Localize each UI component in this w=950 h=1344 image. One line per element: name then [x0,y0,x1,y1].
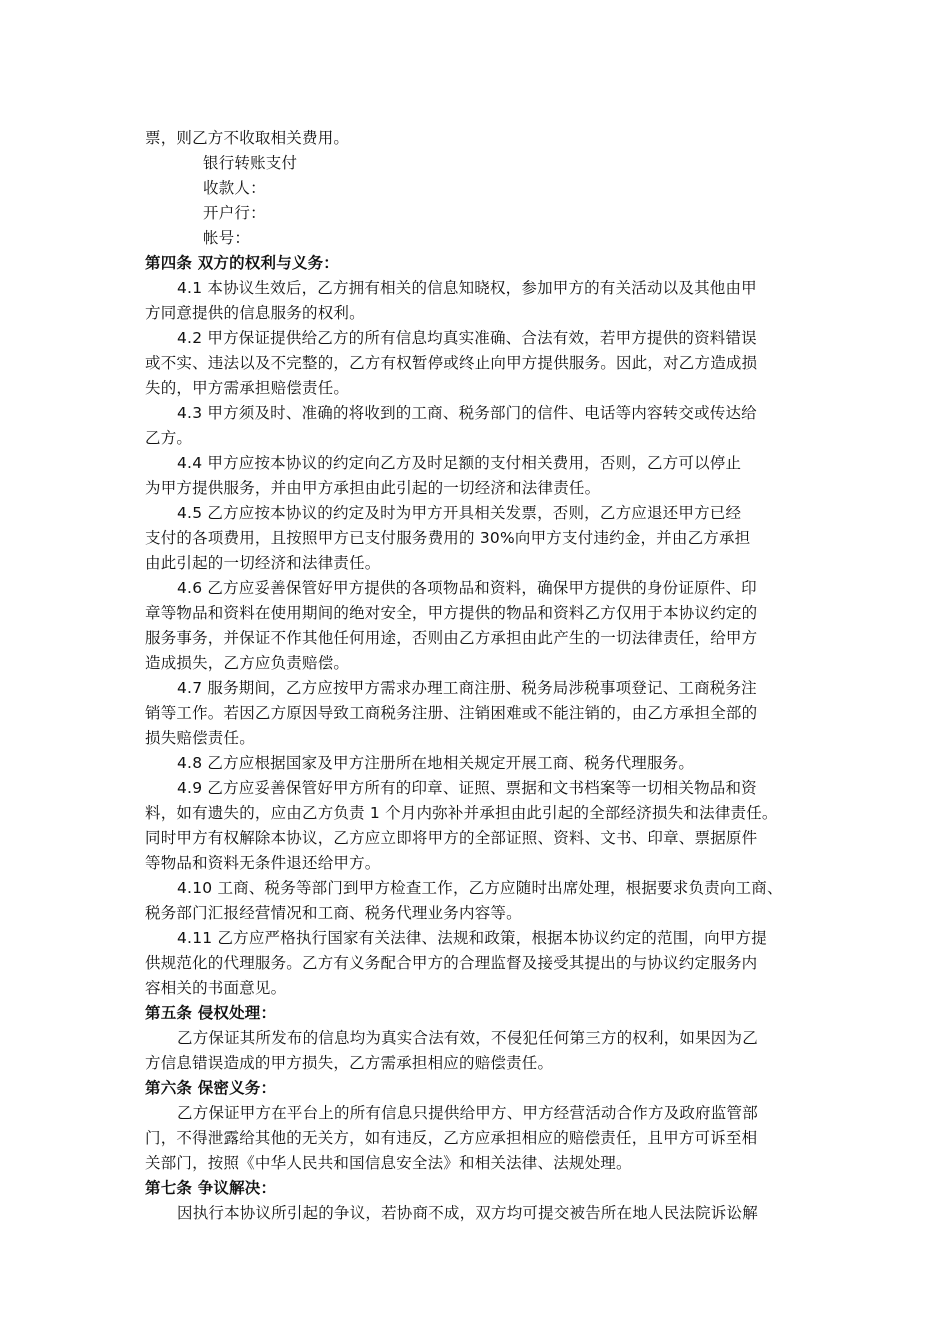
paragraph-line: 支付的各项费用，且按照甲方已支付服务费用的 30%向甲方支付违约金，并由乙方承担 [145,529,751,547]
paragraph-line: 因执行本协议所引起的争议，若协商不成，双方均可提交被告所在地人民法院诉讼解 [177,1204,758,1222]
paragraph-line: 为甲方提供服务，并由甲方承担由此引起的一切经济和法律责任。 [145,479,601,497]
account-label: 帐号： [203,229,251,247]
paragraph-line: 方同意提供的信息服务的权利。 [145,304,365,322]
paragraph-line: 乙方保证甲方在平台上的所有信息只提供给甲方、甲方经营活动合作方及政府监管部 [177,1104,758,1122]
bank-label: 开户行： [203,204,266,222]
paragraph-line: 或不实、违法以及不完整的，乙方有权暂停或终止向甲方提供服务。因此，对乙方造成损 [145,354,758,372]
paragraph-line: 门，不得泄露给其他的无关方，如有违反，乙方应承担相应的赔偿责任，且甲方可诉至相 [145,1129,758,1147]
payee-label: 收款人： [203,179,266,197]
paragraph-line: 4.1 本协议生效后，乙方拥有相关的信息知晓权，参加甲方的有关活动以及其他由甲 [177,279,757,297]
paragraph-line: 料，如有遗失的，应由乙方负责 1 个月内弥补并承担由此引起的全部经济损失和法律责任。 [145,804,778,822]
paragraph-line: 由此引起的一切经济和法律责任。 [145,554,381,572]
paragraph-line: 乙方。 [145,429,193,447]
section-heading-4: 第四条 双方的权利与义务： [145,254,339,272]
section-heading-5: 第五条 侵权处理： [145,1004,277,1022]
paragraph-line: 4.4 甲方应按本协议的约定向乙方及时足额的支付相关费用，否则，乙方可以停止 [177,454,742,472]
paragraph-line: 容相关的书面意见。 [145,979,287,997]
paragraph-line: 方信息错误造成的甲方损失，乙方需承担相应的赔偿责任。 [145,1054,554,1072]
paragraph-line: 服务事务，并保证不作其他任何用途，否则由乙方承担由此产生的一切法律责任，给甲方 [145,629,758,647]
paragraph-line: 失的，甲方需承担赔偿责任。 [145,379,350,397]
paragraph-line: 4.6 乙方应妥善保管好甲方提供的各项物品和资料，确保甲方提供的身份证原件、印 [177,579,757,597]
paragraph-line: 票，则乙方不收取相关费用。 [145,129,350,147]
paragraph-line: 供规范化的代理服务。乙方有义务配合甲方的合理监督及接受其提出的与协议约定服务内 [145,954,758,972]
paragraph-line: 销等工作。若因乙方原因导致工商税务注册、注销困难或不能注销的，由乙方承担全部的 [145,704,758,722]
paragraph-line: 造成损失，乙方应负责赔偿。 [145,654,350,672]
paragraph-line: 章等物品和资料在使用期间的绝对安全，甲方提供的物品和资料乙方仅用于本协议约定的 [145,604,758,622]
paragraph-line: 等物品和资料无条件退还给甲方。 [145,854,381,872]
paragraph-line: 4.9 乙方应妥善保管好甲方所有的印章、证照、票据和文书档案等一切相关物品和资 [177,779,757,797]
paragraph-line: 4.2 甲方保证提供给乙方的所有信息均真实准确、合法有效，若甲方提供的资料错误 [177,329,757,347]
paragraph-line: 税务部门汇报经营情况和工商、税务代理业务内容等。 [145,904,522,922]
paragraph-line: 4.7 服务期间，乙方应按甲方需求办理工商注册、税务局涉税事项登记、工商税务注 [177,679,757,697]
paragraph-line: 4.10 工商、税务等部门到甲方检查工作，乙方应随时出席处理，根据要求负责向工商、 [177,879,783,897]
paragraph-line: 乙方保证其所发布的信息均为真实合法有效，不侵犯任何第三方的权利，如果因为乙 [177,1029,758,1047]
section-heading-6: 第六条 保密义务： [145,1079,277,1097]
paragraph-line: 4.5 乙方应按本协议的约定及时为甲方开具相关发票，否则，乙方应退还甲方已经 [177,504,742,522]
paragraph-line: 4.11 乙方应严格执行国家有关法律、法规和政策，根据本协议约定的范围，向甲方提 [177,929,767,947]
section-heading-7: 第七条 争议解决： [145,1179,277,1197]
paragraph-line: 关部门，按照《中华人民共和国信息安全法》和相关法律、法规处理。 [145,1154,632,1172]
paragraph-line: 4.8 乙方应根据国家及甲方注册所在地相关规定开展工商、税务代理服务。 [177,754,695,772]
paragraph-line: 同时甲方有权解除本协议，乙方应立即将甲方的全部证照、资料、文书、印章、票据原件 [145,829,758,847]
payment-method-line: 银行转账支付 [203,154,298,172]
paragraph-line: 4.3 甲方须及时、准确的将收到的工商、税务部门的信件、电话等内容转交或传达给 [177,404,757,422]
paragraph-line: 损失赔偿责任。 [145,729,255,747]
